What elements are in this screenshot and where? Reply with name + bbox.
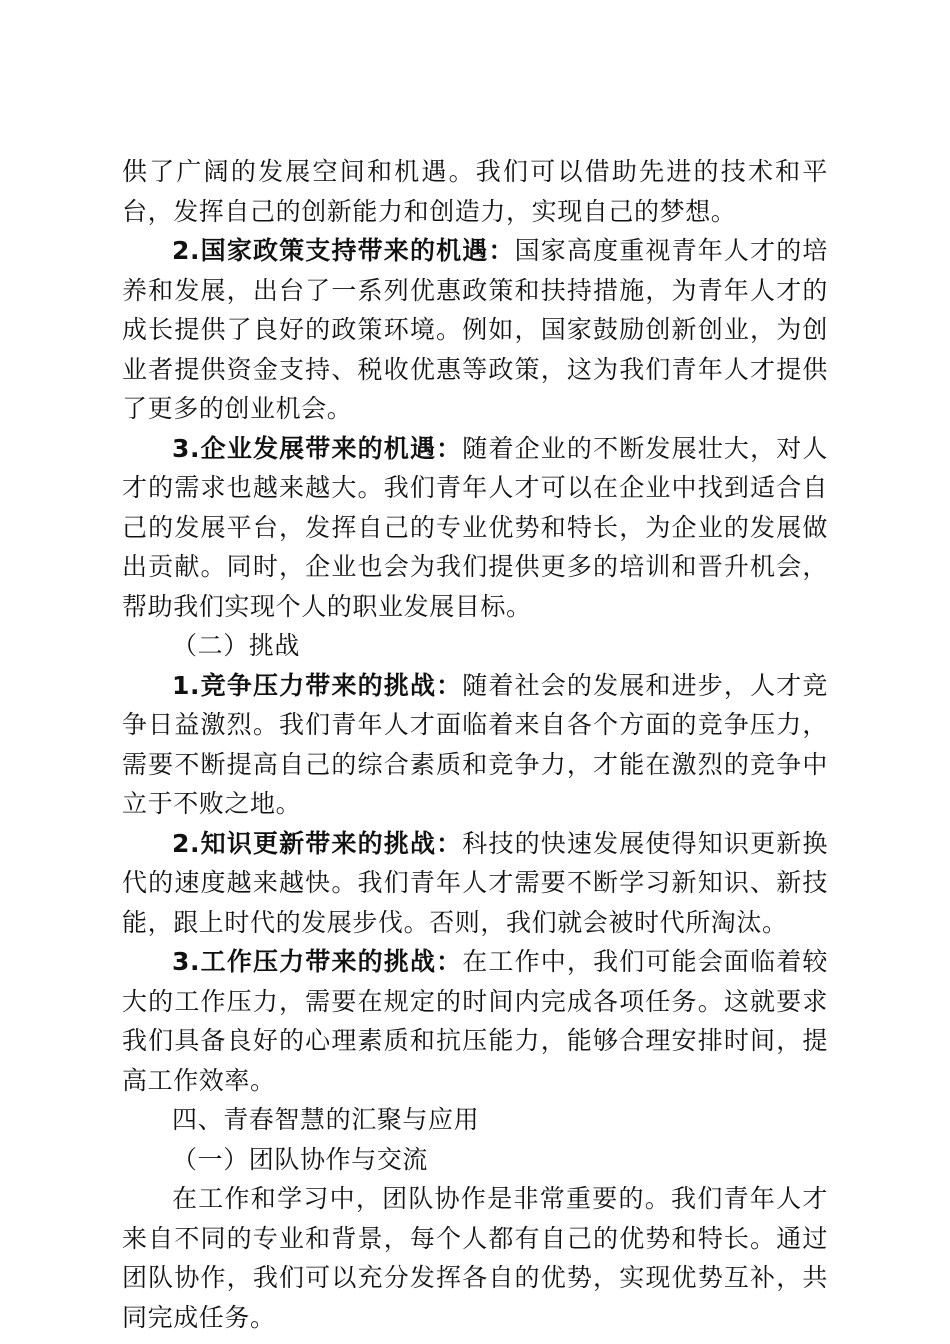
paragraph-competition-challenge [122, 666, 828, 824]
paragraph-body: 在工作中，我们可能会面临着较大的工作压力，需要在规定的时间内完成各项任务。这就要求我们具备良好的心理素质和抗压能力，能够合理安排时间，提高工作效率。 [122, 947, 828, 1095]
paragraph-work-pressure-challenge [122, 942, 828, 1100]
section-heading: 四、青春智慧的汇聚与应用 [172, 1105, 480, 1134]
paragraph-lead: 3.企业发展带来的机遇： [172, 433, 463, 463]
paragraph-body: 科技的快速发展使得知识更新换代的速度越来越快。我们青年人才需要不断学习新知识、新技能，跟上时代的发展步伐。否则，我们就会被时代所淘汰。 [122, 828, 828, 937]
subheading-challenges: （二）挑战 [172, 631, 301, 660]
document-page [122, 152, 828, 1337]
paragraph-continuation: 供了广阔的发展空间和机遇。我们可以借助先进的技术和平台，发挥自己的创新能力和创造力，实现自己的梦想。 [122, 157, 828, 226]
paragraph-body: 随着社会的发展和进步，人才竞争日益激烈。我们青年人才面临着来自各个方面的竞争压力，需要不断提高自己的综合素质和竞争力，才能在激烈的竞争中立于不败之地。 [122, 670, 828, 818]
paragraph-lead: 2.知识更新带来的挑战： [172, 828, 463, 858]
paragraph-knowledge-challenge [122, 824, 828, 943]
paragraph-lead: 3.工作压力带来的挑战： [172, 947, 463, 976]
paragraph-body: 国家高度重视青年人才的培养和发展，出台了一系列优惠政策和扶持措施，为青年人才的成长提供了良好的政策环境。例如，国家鼓励创新创业，为创业者提供资金支持、税收优惠等政策，这为我们青年人才提供了更多的创业机会。 [122, 236, 828, 423]
subheading-teamwork: （一）团队协作与交流 [172, 1144, 429, 1174]
paragraph-enterprise-opportunity [122, 429, 828, 627]
paragraph-teamwork: 在工作和学习中，团队协作是非常重要的。我们青年人才来自不同的专业和背景，每个人都有自己的优势和特长。通过团队协作，我们可以充分发挥各自的优势，实现优势互补，共同完成任务。 [122, 1184, 828, 1332]
paragraph-policy-opportunity [122, 231, 828, 429]
paragraph-body: 随着企业的不断发展壮大，对人才的需求也越来越大。我们青年人才可以在企业中找到适合自己的发展平台，发挥自己的专业优势和特长，为企业的发展做出贡献。同时，企业也会为我们提供更多的培训和晋升机会，帮助我们实现个人的职业发展目标。 [122, 433, 828, 621]
paragraph-lead: 2.国家政策支持带来的机遇： [172, 236, 515, 265]
paragraph-lead: 1.竞争压力带来的挑战： [172, 670, 463, 700]
